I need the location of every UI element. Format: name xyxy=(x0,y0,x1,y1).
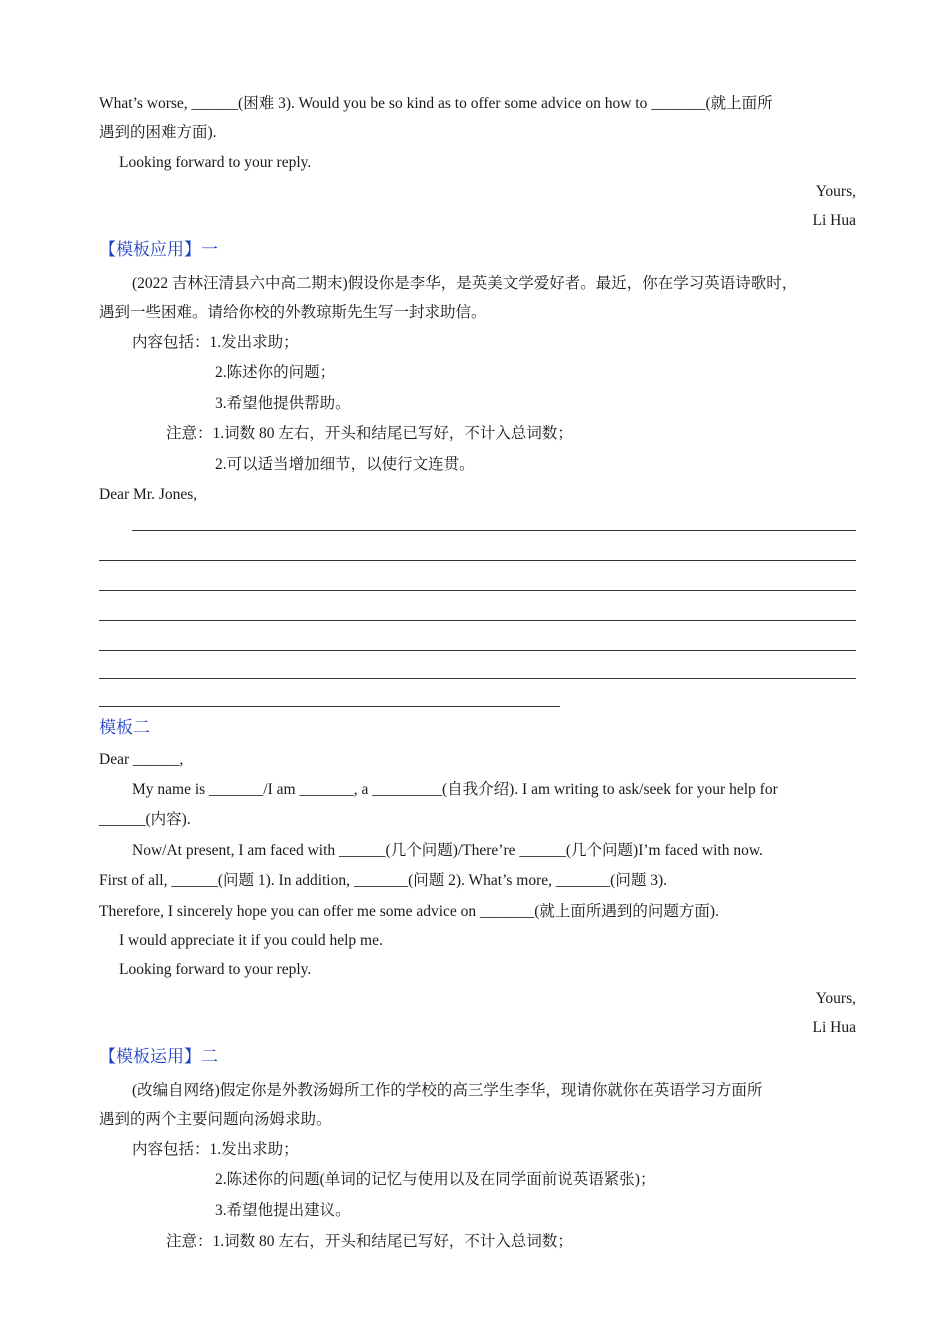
content-requirements: 内容包括：1.发出求助； xyxy=(132,334,299,351)
note-requirements: 注意：1.词数 80 左右，开头和结尾已写好，不计入总词数； xyxy=(166,1233,573,1250)
writing-line[interactable] xyxy=(99,650,856,651)
content-item: 3.希望他提出建议。 xyxy=(215,1202,351,1219)
letter-yours: Yours, xyxy=(815,183,856,200)
prompt-line: (改编自网络)假定你是外教汤姆所工作的学校的高三学生李华，现请你就你在英语学习方面所 xyxy=(132,1082,763,1099)
prompt-line: 遇到的两个主要问题向汤姆求助。 xyxy=(99,1111,332,1128)
note-requirements: 注意：1.词数 80 左右，开头和结尾已写好，不计入总词数； xyxy=(166,425,573,442)
letter-closing: Looking forward to your reply. xyxy=(119,154,312,171)
content-requirements: 内容包括：1.发出求助； xyxy=(132,1141,299,1158)
writing-line[interactable] xyxy=(99,678,856,679)
template-line: First of all, ______(问题 1). In addition, _______(问题 2). What’s more, _______(问题 3). xyxy=(99,872,667,889)
writing-line[interactable] xyxy=(99,590,856,591)
letter-signature: Li Hua xyxy=(812,212,856,229)
prompt-line: 遇到一些困难。请给你校的外教琼斯先生写一封求助信。 xyxy=(99,304,487,321)
content-item: 3.希望他提供帮助。 xyxy=(215,395,351,412)
template-signature: Li Hua xyxy=(812,1019,856,1036)
letter-line: 遇到的困难方面). xyxy=(99,124,217,141)
letter-salutation: Dear Mr. Jones, xyxy=(99,486,198,503)
template-line: ______(内容). xyxy=(99,811,191,828)
template-line: My name is _______/I am _______, a _________(自我介绍). I am writing to ask/seek for your help for xyxy=(132,781,778,798)
prompt-line: (2022 吉林汪清县六中高二期末)假设你是李华，是英美文学爱好者。最近，你在学习英语诗歌时， xyxy=(132,275,798,292)
section-heading: 模板二 xyxy=(99,718,150,737)
writing-line[interactable] xyxy=(99,706,560,707)
template-line: I would appreciate it if you could help me. xyxy=(119,932,383,949)
template-line: Therefore, I sincerely hope you can offer me some advice on _______(就上面所遇到的问题方面). xyxy=(99,903,719,920)
note-item: 2.可以适当增加细节，以使行文连贯。 xyxy=(215,456,475,473)
content-item: 2.陈述你的问题； xyxy=(215,364,336,381)
template-closing: Looking forward to your reply. xyxy=(119,961,312,978)
letter-line: What’s worse, ______(困难 3). Would you be so kind as to offer some advice on how to _______(就上面所 xyxy=(99,95,773,112)
writing-line[interactable] xyxy=(99,560,856,561)
writing-line[interactable] xyxy=(132,530,856,531)
template-yours: Yours, xyxy=(815,990,856,1007)
section-heading: 【模板运用】二 xyxy=(99,1047,218,1066)
content-item: 2.陈述你的问题(单词的记忆与使用以及在同学面前说英语紧张)； xyxy=(215,1171,656,1188)
section-heading: 【模板应用】一 xyxy=(99,240,218,259)
template-dear: Dear ______, xyxy=(99,751,184,768)
template-line: Now/At present, I am faced with ______(几个问题)/There’re ______(几个问题)I’m faced with now. xyxy=(132,842,763,859)
writing-line[interactable] xyxy=(99,620,856,621)
